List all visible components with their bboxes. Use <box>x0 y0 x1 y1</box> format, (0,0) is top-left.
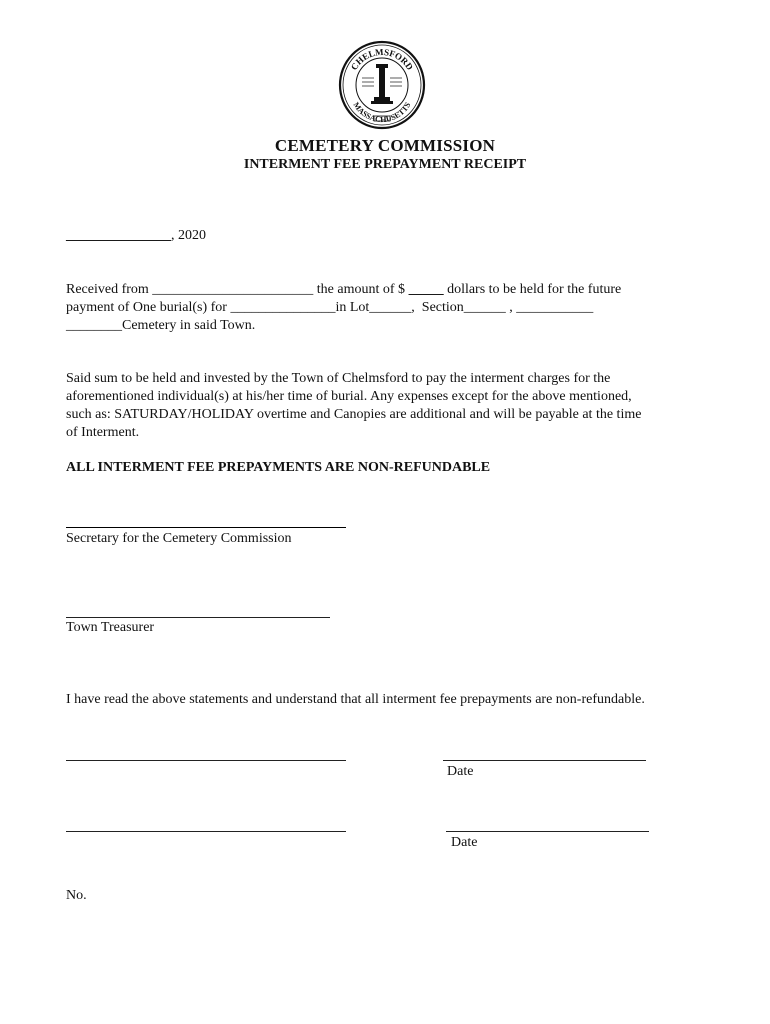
receipt-number-label: No. <box>66 888 87 903</box>
secretary-label: Secretary for the Cemetery Commission <box>66 531 292 546</box>
treasurer-label: Town Treasurer <box>66 620 155 635</box>
non-refundable-notice: ALL INTERMENT FEE PREPAYMENTS ARE NON-REFUNDABLE <box>66 460 491 475</box>
svg-text:MASSACHUSETTS: MASSACHUSETTS <box>351 100 413 125</box>
receipt-line-2: payment of One burial(s) for _______________in Lot______, Section______ , ___________ <box>66 300 594 315</box>
amount-blank[interactable]: _____ <box>408 282 444 297</box>
receipt-line-1 <box>66 281 621 299</box>
acknowledgement-text: I have read the above statements and understand that all interment fee prepayments are non-refundable. <box>66 692 645 707</box>
document-subtitle: INTERMENT FEE PREPAYMENT RECEIPT <box>243 157 527 172</box>
receipt-line-3: ________Cemetery in said Town. <box>66 318 256 333</box>
terms-line-2: aforementioned individual(s) at his/her time of burial. Any expenses except for the above mentioned, <box>66 389 632 404</box>
town-seal-logo <box>338 40 426 130</box>
date-signature-line-2[interactable] <box>446 831 649 832</box>
treasurer-signature-line[interactable] <box>66 617 330 618</box>
date-line <box>66 227 206 245</box>
terms-line-4: of Interment. <box>66 425 140 440</box>
date-label-2: Date <box>451 835 478 850</box>
terms-line-1: Said sum to be held and invested by the Town of Chelmsford to pay the interment charges for the <box>66 371 611 386</box>
acknowledgement-signature-line-2[interactable] <box>66 831 346 832</box>
date-blank[interactable]: _______________ <box>66 228 171 243</box>
secretary-signature-line[interactable] <box>66 527 346 528</box>
date-signature-line-1[interactable] <box>443 760 646 761</box>
date-year: , 2020 <box>171 228 206 243</box>
terms-line-3: such as: SATURDAY/HOLIDAY overtime and Canopies are additional and will be payable at the time <box>66 407 642 422</box>
acknowledgement-signature-line-1[interactable] <box>66 760 346 761</box>
receipt-line-1-text: Received from _______________________ the amount of $ <box>66 282 409 297</box>
date-label-1: Date <box>447 764 474 779</box>
receipt-line-1-end: dollars to be held for the future <box>443 282 622 297</box>
svg-text:CHELMSFORD: CHELMSFORD <box>348 46 416 72</box>
document-title: CEMETERY COMMISSION <box>274 136 496 155</box>
